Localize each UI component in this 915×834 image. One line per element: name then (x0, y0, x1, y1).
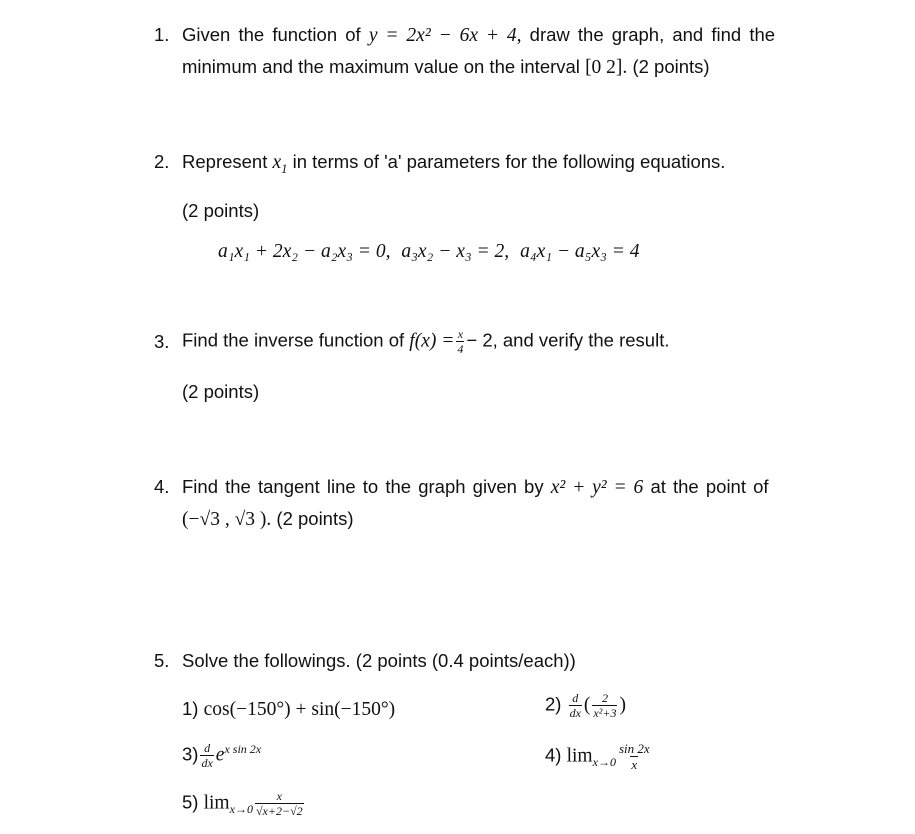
q2-points: (2 points) (182, 200, 260, 221)
q1-line2 (182, 56, 710, 79)
q5-item-5-lim: lim (203, 792, 230, 814)
q3-line1 (182, 328, 669, 355)
q5-item-2-d: d (572, 691, 579, 705)
q4-point: (−√3 , √3 ). (182, 509, 272, 530)
q4-text-a: Find the tangent line to the graph given by (182, 476, 544, 497)
q1-number: 1. (154, 24, 170, 45)
q5-item-3-base: e (215, 744, 225, 766)
q3-func: f(x) = (409, 330, 455, 352)
q1-interval: [0 2]. (585, 57, 628, 78)
q1-line1 (182, 24, 775, 47)
q3-func-tail: − 2, (466, 329, 498, 351)
q1-text-a: Given the function of (182, 24, 361, 45)
q5-item-1-label: 1) (182, 698, 199, 719)
q5-item-2-dx: dx (569, 706, 581, 720)
q5-item-4-lim: lim (566, 745, 593, 767)
q2-var: $x_1$ (272, 152, 288, 176)
q1-text-b: draw the graph, and find the (529, 24, 776, 45)
q2-text: Represent (182, 151, 268, 172)
q4-text-b: at the point of (650, 476, 769, 497)
q5-item-5-den: √x+2−√2 (255, 804, 303, 818)
q4-equation: x² + y² = 6 (550, 477, 644, 498)
q5-item-5 (182, 790, 306, 817)
q5-item-5-sub: x→0 (229, 802, 253, 817)
q1-points: (2 points) (632, 56, 710, 77)
q2-eq1: a₁x₁ + 2x₂ − a₂x₃ = 0, (218, 241, 391, 262)
q5-item-2-label: 2) (545, 693, 562, 715)
q5-item-2-paren-close: ) (619, 694, 626, 716)
q5-item-3-exp: x sin 2x (224, 742, 262, 757)
q3-frac-num: x (457, 327, 464, 341)
q3-text-a: Find the inverse function of (182, 329, 405, 351)
q1-equation: y = 2x² − 6x + 4, (368, 25, 522, 46)
q2-text-b: in terms of 'a' parameters for the following equations. (292, 151, 726, 172)
q5-item-1-expr: cos(−150°) + sin(−150°) (203, 699, 396, 720)
q3-number: 3. (154, 331, 170, 352)
q5-item-3-label: 3) (182, 743, 199, 765)
q3-frac-den: 4 (457, 342, 464, 356)
q5-item-4-sub: x→0 (592, 755, 616, 770)
q3-text-b: and verify the result. (502, 329, 670, 351)
q5-item-4-den: x (631, 757, 638, 772)
q2-equations (218, 241, 640, 263)
q2-eq3: a₄x₁ − a₅x₃ = 4 (520, 241, 640, 262)
q4-line2 (182, 508, 354, 531)
q5-item-5-label: 5) (182, 791, 199, 813)
q5-text: Solve the followings. (2 points (0.4 points/each)) (182, 650, 576, 671)
q2-line1 (182, 151, 725, 177)
q5-item-4 (545, 742, 653, 771)
q5-item-5-num: x (276, 789, 282, 803)
q5-item-2-num: 2 (601, 691, 608, 705)
q2-number: 2. (154, 151, 170, 172)
q3-fraction (456, 328, 464, 355)
q2-eq2: a₃x₂ − x₃ = 2, (401, 241, 510, 262)
q5-item-4-fraction (618, 742, 651, 771)
q5-item-3-dx: dx (201, 756, 213, 770)
q5-item-3 (182, 742, 261, 769)
q5-item-3-derivative (200, 742, 213, 769)
q4-number: 4. (154, 476, 170, 497)
q4-line1 (182, 476, 769, 499)
q5-item-4-num: sin 2x (618, 741, 650, 756)
q5-item-1 (182, 698, 395, 721)
q5-item-2 (545, 692, 626, 719)
q3-points: (2 points) (182, 381, 260, 402)
q5-item-2-paren-open: ( (583, 694, 591, 716)
q5-number: 5. (154, 650, 170, 671)
q5-item-3-d: d (204, 741, 211, 755)
q5-item-2-den: x²+3 (593, 706, 617, 720)
q5-item-5-fraction (255, 790, 304, 817)
q5-item-4-label: 4) (545, 744, 562, 766)
q5-item-2-fraction (592, 692, 617, 719)
q5-item-2-derivative (569, 692, 582, 719)
q1-line2-text: minimum and the maximum value on the interval (182, 56, 580, 77)
q4-points: (2 points) (276, 508, 354, 529)
